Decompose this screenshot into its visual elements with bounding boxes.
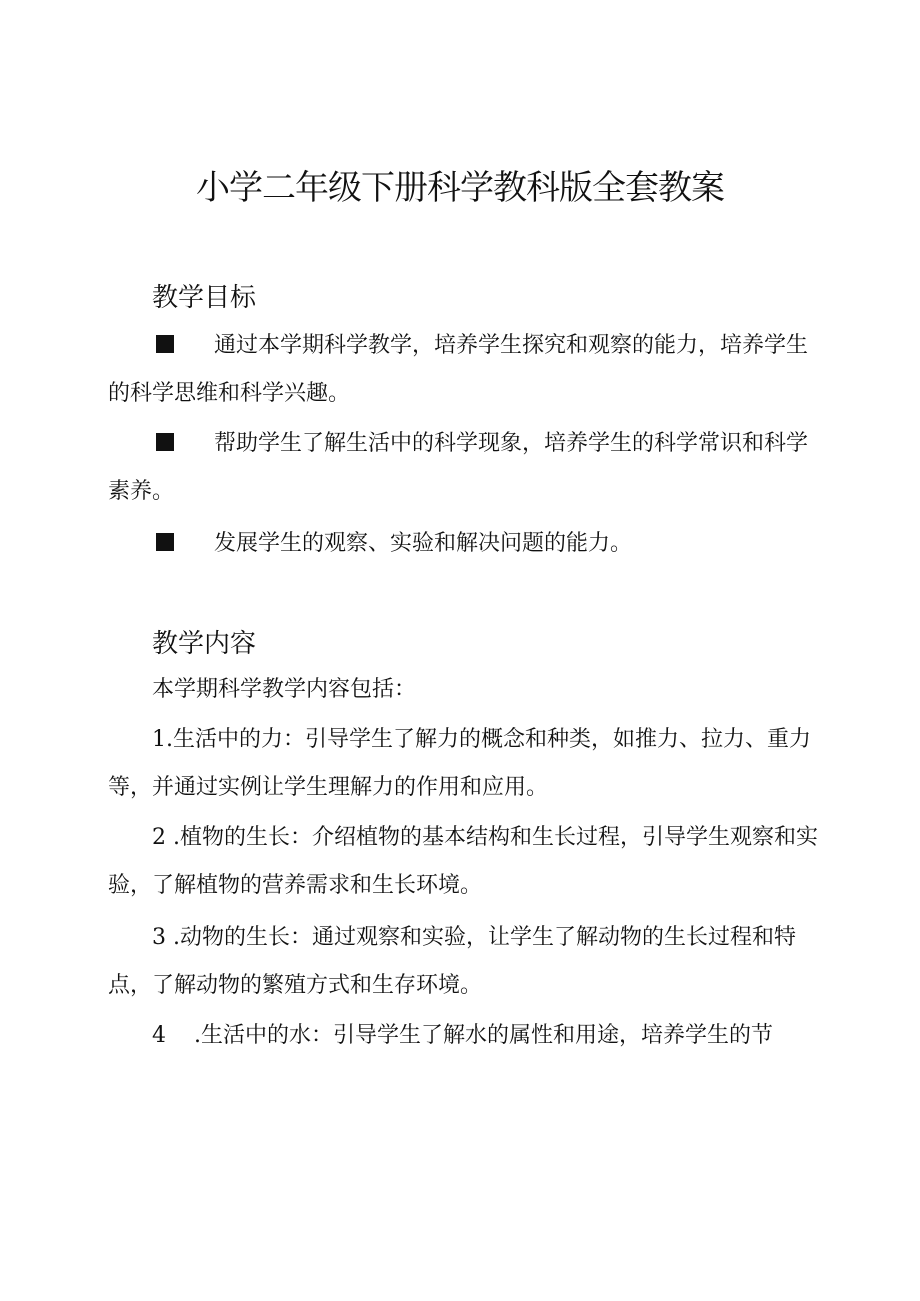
goal-bullet-text: 发展学生的观察、实验和解决问题的能力。	[214, 531, 633, 556]
content-intro: 本学期科学教学内容包括：	[152, 677, 417, 702]
square-bullet-icon	[156, 335, 174, 353]
goal-bullet-item	[108, 322, 824, 418]
content-item: 4 .生活中的水：引导学生了解水的属性和用途，培养学生的节	[152, 1023, 773, 1048]
square-bullet-icon	[156, 433, 174, 451]
content-item: 3 .动物的生长：通过观察和实验，让学生了解动物的生长过程和特点，了解动物的繁殖方式和生存环境。	[108, 925, 796, 998]
goal-bullet-item	[108, 420, 824, 516]
document-title: 小学二年级下册科学教科版全套教案	[196, 168, 724, 208]
goal-bullet-text: 帮助学生了解生活中的科学现象，培养学生的科学常识和科学素养。	[108, 431, 809, 504]
content-item: 2 .植物的生长：介绍植物的基本结构和生长过程，引导学生观察和实验，了解植物的营养需求和生长环境。	[108, 825, 818, 898]
content-item: 1.生活中的力：引导学生了解力的概念和种类，如推力、拉力、重力等，并通过实例让学生理解力的作用和应用。	[108, 727, 811, 800]
goal-bullet-text: 通过本学期科学教学，培养学生探究和观察的能力，培养学生的科学思维和科学兴趣。	[108, 333, 809, 406]
square-bullet-icon	[156, 533, 174, 551]
section-heading-goals: 教学目标	[152, 283, 257, 313]
section-heading-content: 教学内容	[152, 629, 257, 659]
goal-bullet-item	[108, 520, 824, 568]
